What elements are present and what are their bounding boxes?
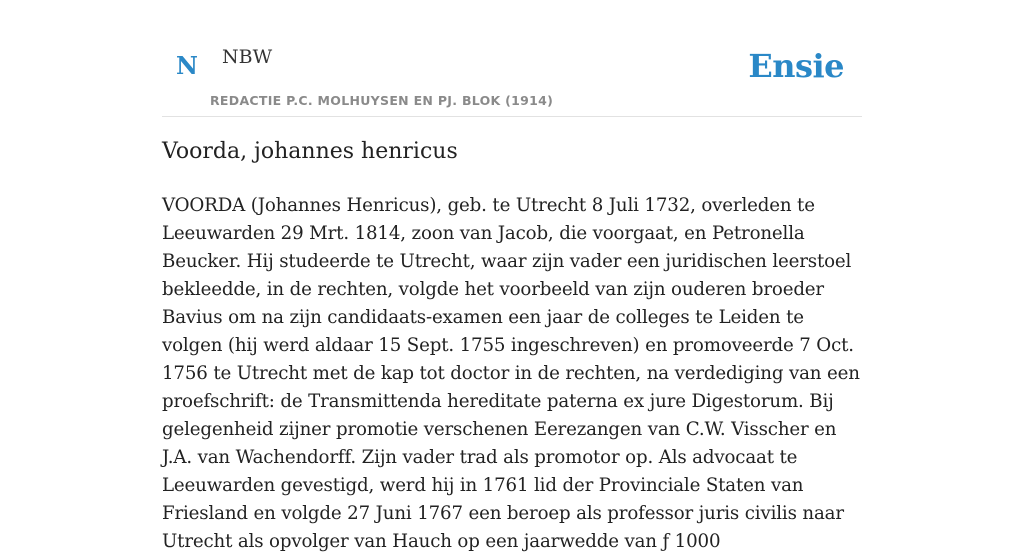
header bbox=[162, 0, 862, 117]
source-name-link[interactable]: NBW bbox=[222, 46, 273, 68]
article-body: VOORDA (Johannes Henricus), geb. te Utrecht 8 Juli 1732, overleden te Leeuwarden 29 Mrt. 1814, zoon van Jacob, die voorgaat, en Petronella Beucker. Hij studeerde te Utrecht, waar zijn vader een juridischen leerstoel bekleedde, in de rechten, volgde het voorbeeld van zijn ouderen broeder Bavius om na zijn candidaats-examen een jaar de colleges te Leiden te volgen (hij werd aldaar 15 Sept. 1755 ingeschreven) en promoveerde 7 Oct. 1756 te Utrecht met de kap tot doctor in de rechten, na verdediging van een proefschrift: de Transmittenda hereditate paterna ex jure Digestorum. Bij gelegenheid zijner promotie verschenen Eerezangen van C.W. Visscher en J.A. van Wachendorff. Zijn vader trad als promotor op. Als advocaat te Leeuwarden gevestigd, werd hij in 1761 lid der Provinciale Staten van Friesland en volgde 27 Juni 1767 een beroep als professor juris civilis naar Utrecht als opvolger van Hauch op een jaarwedde van ƒ 1000 bbox=[162, 195, 860, 552]
source-subtitle: REDACTIE P.C. MOLHUYSEN EN PJ. BLOK (1914) bbox=[210, 93, 554, 108]
brand-logo-link[interactable]: Ensie bbox=[748, 47, 844, 85]
source-logo[interactable]: N bbox=[176, 51, 198, 80]
article-title: Voorda, johannes henricus bbox=[162, 139, 458, 164]
